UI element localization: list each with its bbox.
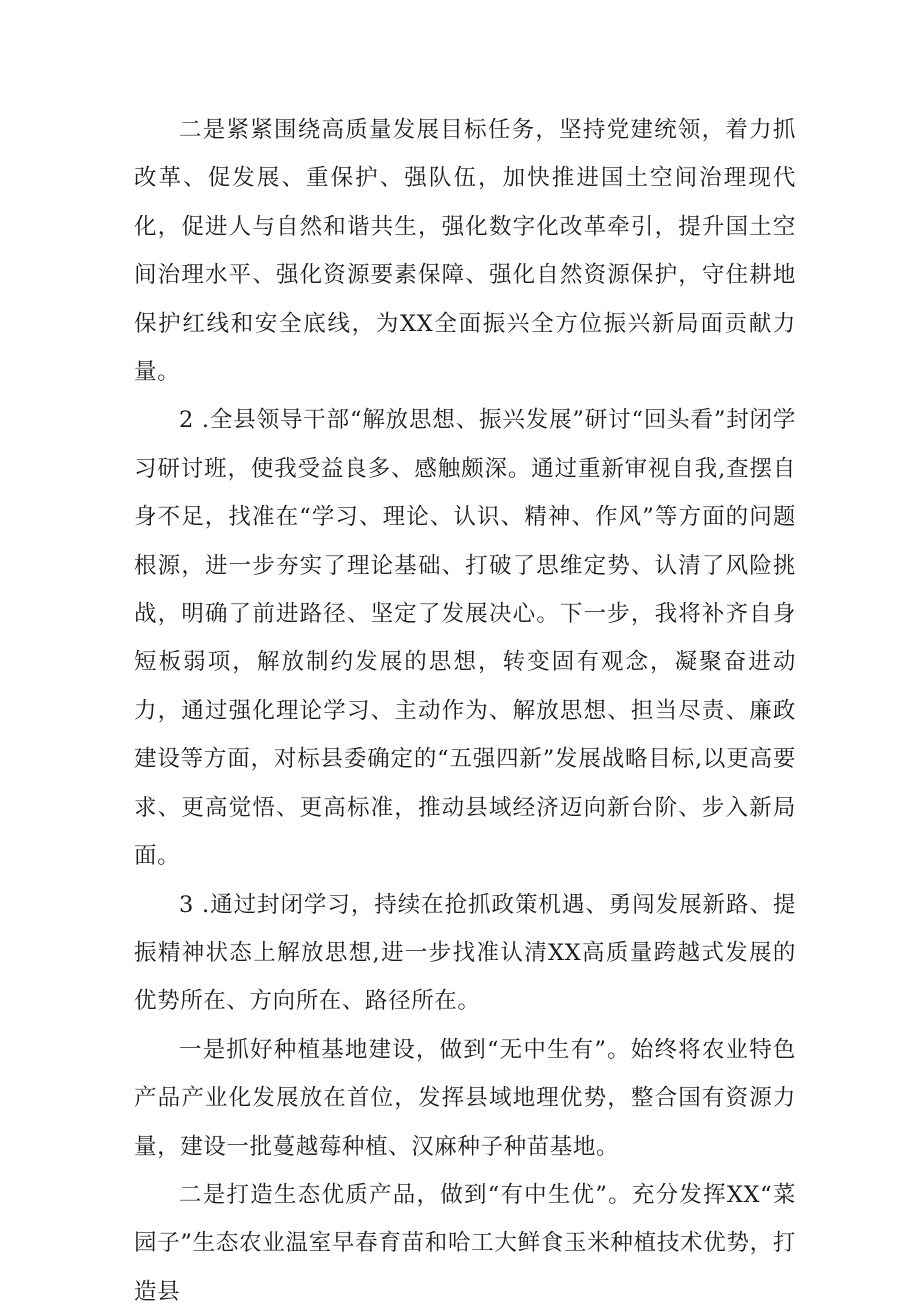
- paragraph-item-2: 2 .全县领导干部“解放思想、振兴发展”研讨“回头看”封闭学习研讨班，使我受益良多、感触颇深。通过重新审视自我,查摆自身不足，找准在“学习、理论、认识、精神、作风”等方面的问题根源，进一步夯实了理论基础、打破了思维定势、认清了风险挑战，明确了前进路径、坚定了发展决心。下一步，我将补齐自身短板弱项，解放制约发展的思想，转变固有观念，凝聚奋进动力，通过强化理论学习、主动作为、解放思想、担当尽责、廉政建设等方面，对标县委确定的“五强四新”发展战略目标,以更高要求、更高觉悟、更高标准，推动县域经济迈向新台阶、步入新局面。: [134, 407, 796, 870]
- document-body: [134, 106, 796, 1316]
- paragraph-planting-base: 一是抓好种植基地建设，做到“无中生有”。始终将农业特色产品产业化发展放在首位，发挥县域地理优势，整合国有资源力量，建设一批蔓越莓种植、汉麻种子种苗基地。: [134, 1036, 796, 1160]
- paragraph-ecological-products: 二是打造生态优质产品，做到“有中生优”。充分发挥XX“菜园子”生态农业温室早春育苗和哈工大鲜食玉米种植技术优势，打造县: [134, 1181, 796, 1305]
- paragraph-item-3: 3 .通过封闭学习，持续在抢抓政策机遇、勇闯发展新路、提振精神状态上解放思想,进一步找准认清XX高质量跨越式发展的优势所在、方向所在、路径所在。: [134, 891, 796, 1015]
- paragraph-high-quality-development: 二是紧紧围绕高质量发展目标任务，坚持党建统领，着力抓改革、促发展、重保护、强队伍，加快推进国土空间治理现代化，促进人与自然和谐共生，强化数字化改革牵引，提升国土空间治理水平、强化资源要素保障、强化自然资源保护，守住耕地保护红线和安全底线，为XX全面振兴全方位振兴新局面贡献力量。: [134, 117, 796, 386]
